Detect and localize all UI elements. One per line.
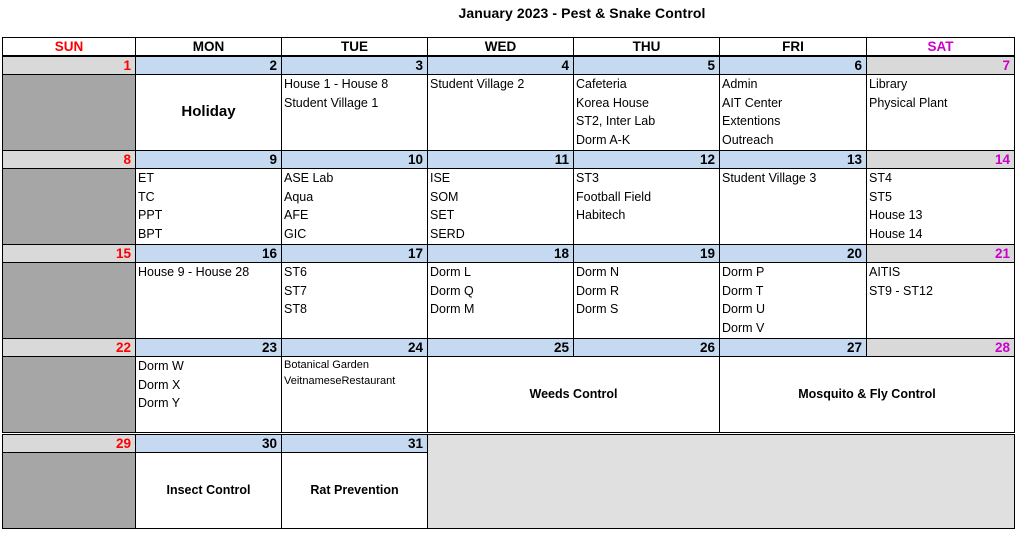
sunday-cell xyxy=(2,168,136,245)
date-number: 19 xyxy=(573,244,720,263)
weekday-header-wed: WED xyxy=(427,37,574,56)
weekday-header-mon: MON xyxy=(135,37,282,56)
cell-entry: Admin xyxy=(722,77,758,91)
cell-entry: Weeds Control xyxy=(529,387,618,402)
weekday-header-thu: THU xyxy=(573,37,720,56)
cell-entry: Dorm T xyxy=(722,283,764,298)
cell-entry: Football Field xyxy=(576,189,652,204)
cell-entry: GIC xyxy=(284,227,307,242)
date-number: 10 xyxy=(281,150,428,169)
cell-entry: Student Village 1 xyxy=(284,95,379,110)
cell-entry: Student Village 3 xyxy=(722,171,817,185)
cell-entry: SOM xyxy=(430,189,459,204)
cell-entry: Dorm R xyxy=(576,283,620,298)
date-number: 3 xyxy=(281,56,428,75)
cell-entry: Rat Prevention xyxy=(310,483,399,498)
cell-entry: PPT xyxy=(138,208,163,223)
date-number: 23 xyxy=(135,338,282,357)
cell-entry: Holiday xyxy=(181,103,236,121)
cell-entry: Extentions xyxy=(722,114,781,129)
weekday-header-sun: SUN xyxy=(2,37,136,56)
day-cell xyxy=(135,452,282,529)
day-cell xyxy=(866,168,1015,245)
date-number: 18 xyxy=(427,244,574,263)
cell-entry: Dorm Q xyxy=(430,283,474,298)
day-cell xyxy=(281,74,428,151)
cell-entry: ET xyxy=(138,171,154,185)
cell-entry: Dorm V xyxy=(722,321,765,336)
day-cell xyxy=(281,168,428,245)
date-number: 15 xyxy=(2,244,136,263)
cell-entry: Dorm N xyxy=(576,265,620,279)
day-cell xyxy=(427,74,574,151)
cell-entry: AFE xyxy=(284,208,309,223)
date-number: 7 xyxy=(866,56,1015,75)
cell-entry: Dorm X xyxy=(138,377,181,392)
day-cell xyxy=(135,168,282,245)
date-number: 21 xyxy=(866,244,1015,263)
date-number: 31 xyxy=(281,434,428,453)
day-cell xyxy=(281,452,428,529)
day-cell xyxy=(719,74,867,151)
weekday-header-fri: FRI xyxy=(719,37,867,56)
cell-entry: Dorm A-K xyxy=(576,133,631,148)
cell-entry: ISE xyxy=(430,171,451,185)
cell-entry: BPT xyxy=(138,227,163,242)
cell-entry: Dorm M xyxy=(430,302,475,317)
day-cell xyxy=(281,356,428,433)
calendar-grid xyxy=(2,37,1014,529)
date-number: 12 xyxy=(573,150,720,169)
date-number: 8 xyxy=(2,150,136,169)
date-number: 22 xyxy=(2,338,136,357)
day-cell xyxy=(573,262,720,339)
cell-entry: ST7 xyxy=(284,283,307,298)
cell-entry: Outreach xyxy=(722,133,774,148)
weekday-header-sat: SAT xyxy=(866,37,1015,56)
date-number: 30 xyxy=(135,434,282,453)
cell-entry: Aqua xyxy=(284,189,314,204)
date-number: 11 xyxy=(427,150,574,169)
empty-days-area xyxy=(427,434,1015,529)
cell-entry: Korea House xyxy=(576,95,649,110)
date-number: 5 xyxy=(573,56,720,75)
day-cell xyxy=(427,168,574,245)
cell-entry: House 13 xyxy=(869,208,923,223)
cell-entry: Dorm U xyxy=(722,302,766,317)
cell-entry: Dorm Y xyxy=(138,396,181,411)
cell-entry: TC xyxy=(138,189,155,204)
date-number: 20 xyxy=(719,244,867,263)
day-cell xyxy=(135,262,282,339)
date-number: 14 xyxy=(866,150,1015,169)
sunday-cell xyxy=(2,452,136,529)
cell-entry: Dorm P xyxy=(722,265,765,279)
cell-entry: Dorm W xyxy=(138,359,184,373)
day-cell xyxy=(573,168,720,245)
date-number: 25 xyxy=(427,338,574,357)
weekday-header-tue: TUE xyxy=(281,37,428,56)
cell-entry: ST9 - ST12 xyxy=(869,283,933,298)
cell-entry: Cafeteria xyxy=(576,77,627,91)
day-cell xyxy=(866,74,1015,151)
cell-entry: House 9 - House 28 xyxy=(138,265,250,279)
day-cell xyxy=(281,262,428,339)
cell-entry: ST8 xyxy=(284,302,307,317)
cell-entry: Physical Plant xyxy=(869,95,948,110)
cell-entry: SET xyxy=(430,208,455,223)
day-cell xyxy=(135,356,282,433)
date-number: 6 xyxy=(719,56,867,75)
cell-entry: ST2, Inter Lab xyxy=(576,114,656,129)
day-cell xyxy=(719,168,867,245)
sunday-cell xyxy=(2,262,136,339)
cell-entry: AITIS xyxy=(869,265,901,279)
cell-entry: VeitnameseRestaurant xyxy=(284,375,396,387)
cell-entry: ST5 xyxy=(869,189,892,204)
day-cell xyxy=(135,74,282,151)
cell-entry: ST3 xyxy=(576,171,599,185)
date-number: 2 xyxy=(135,56,282,75)
cell-entry: Dorm L xyxy=(430,265,471,279)
cell-entry: ST6 xyxy=(284,265,307,279)
cell-entry: Mosquito & Fly Control xyxy=(798,387,936,402)
day-cell xyxy=(719,262,867,339)
cell-entry: Dorm S xyxy=(576,302,619,317)
day-cell xyxy=(866,262,1015,339)
cell-entry: House 1 - House 8 xyxy=(284,77,389,91)
date-number: 13 xyxy=(719,150,867,169)
day-cell xyxy=(427,356,720,433)
cell-entry: ASE Lab xyxy=(284,171,334,185)
cell-entry: House 14 xyxy=(869,227,923,242)
date-number: 9 xyxy=(135,150,282,169)
date-number: 24 xyxy=(281,338,428,357)
cell-entry: SERD xyxy=(430,227,465,242)
calendar-title: January 2023 - Pest & Snake Control xyxy=(458,5,706,21)
cell-entry: Botanical Garden xyxy=(284,359,369,371)
date-number: 17 xyxy=(281,244,428,263)
date-number: 29 xyxy=(2,434,136,453)
day-cell xyxy=(719,356,1015,433)
date-number: 27 xyxy=(719,338,867,357)
date-number: 26 xyxy=(573,338,720,357)
date-number: 28 xyxy=(866,338,1015,357)
cell-entry: AIT Center xyxy=(722,95,783,110)
cell-entry: Library xyxy=(869,77,908,91)
cell-entry: Habitech xyxy=(576,208,626,223)
sunday-cell xyxy=(2,74,136,151)
sunday-cell xyxy=(2,356,136,433)
cell-entry: ST4 xyxy=(869,171,892,185)
date-number: 4 xyxy=(427,56,574,75)
day-cell xyxy=(427,262,574,339)
day-cell xyxy=(573,74,720,151)
date-number: 1 xyxy=(2,56,136,75)
cell-entry: Insect Control xyxy=(166,483,251,498)
cell-entry: Student Village 2 xyxy=(430,77,525,91)
date-number: 16 xyxy=(135,244,282,263)
